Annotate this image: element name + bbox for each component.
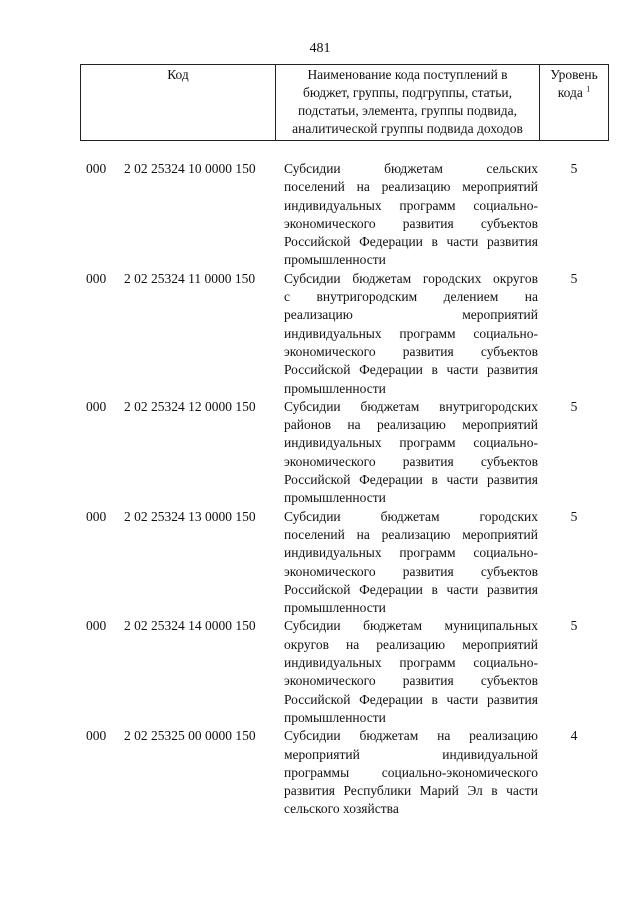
admin-code-cell: 000	[86, 270, 107, 286]
header-level-line: Уровень	[550, 67, 598, 82]
header-level-line	[543, 84, 605, 102]
revenue-name-cell	[278, 508, 538, 618]
table-row	[80, 508, 608, 618]
revenue-name-line: экономического развития субъектов	[284, 563, 538, 579]
revenue-code-cell: 2 02 25324 10 0000 150	[124, 161, 256, 176]
revenue-name-line: Российской Федерации в части развития	[284, 472, 538, 488]
level-cell: 5	[570, 398, 578, 414]
revenue-name-line: промышленности	[284, 600, 386, 616]
revenue-name-line: Субсидии бюджетам сельских	[284, 161, 538, 176]
level-cell: 5	[570, 508, 578, 524]
admin-code-cell: 000	[86, 618, 107, 634]
revenue-name-cell	[278, 398, 538, 508]
revenue-name-cell	[278, 270, 538, 398]
header-name-line: бюджет, группы, подгруппы, статьи,	[303, 85, 512, 100]
revenue-code-cell: 2 02 25324 11 0000 150	[124, 270, 256, 286]
revenue-name-line: Субсидии бюджетам муниципальных	[284, 618, 538, 634]
level-cell: 5	[570, 270, 578, 286]
revenue-name-cell	[278, 727, 538, 818]
page-number: 481	[309, 41, 331, 56]
revenue-name-line: промышленности	[284, 380, 386, 396]
revenue-name-line: округов на реализацию мероприятий	[284, 636, 538, 652]
revenue-name-line: индивидуальных программ социально-	[284, 545, 538, 561]
revenue-name-line: индивидуальных программ социально-	[284, 197, 538, 213]
revenue-name-line: Субсидии бюджетам на реализацию	[284, 728, 538, 744]
header-level	[540, 65, 609, 141]
revenue-name-line: промышленности	[284, 709, 386, 725]
revenue-name-line: экономического развития субъектов	[284, 215, 538, 231]
header-name	[276, 65, 540, 141]
level-cell: 5	[570, 161, 578, 176]
revenue-name-line: промышленности	[284, 252, 386, 268]
table-row	[80, 160, 608, 270]
table-row	[80, 617, 608, 727]
header-name-line: подстатьи, элемента, группы подвида,	[297, 103, 518, 118]
revenue-name-line: с внутригородским делением на	[284, 289, 538, 305]
revenue-name-cell	[278, 160, 538, 270]
revenue-name-line: программы социально-экономического	[284, 764, 538, 780]
table-row	[80, 727, 608, 818]
revenue-name-line: сельского хозяйства	[284, 801, 399, 817]
revenue-name-line: развития Республики Марий Эл в части	[284, 783, 538, 799]
revenue-name-line: мероприятий индивидуальной	[284, 746, 538, 762]
table-header	[80, 64, 609, 141]
revenue-name-line: индивидуальных программ социально-	[284, 655, 538, 671]
revenue-name-line: реализацию мероприятий	[284, 307, 538, 323]
footnote-mark: 1	[586, 84, 591, 94]
revenue-name-line: промышленности	[284, 490, 386, 506]
admin-code-cell: 000	[86, 728, 107, 744]
revenue-code-cell: 2 02 25324 14 0000 150	[124, 618, 256, 634]
table-row	[80, 270, 608, 398]
revenue-name-line: Российской Федерации в части развития	[284, 691, 538, 707]
header-name-line: аналитической группы подвида доходов	[292, 121, 523, 136]
revenue-name-line: Российской Федерации в части развития	[284, 362, 538, 378]
revenue-code-cell: 2 02 25325 00 0000 150	[124, 728, 256, 744]
level-cell: 5	[570, 618, 578, 634]
revenue-name-line: индивидуальных программ социально-	[284, 325, 538, 341]
revenue-name-line: экономического развития субъектов	[284, 673, 538, 689]
revenue-name-line: Субсидии бюджетам городских	[284, 508, 538, 524]
revenue-code-cell: 2 02 25324 13 0000 150	[124, 508, 256, 524]
header-code: Код	[81, 65, 276, 141]
table-row	[80, 398, 608, 508]
level-cell: 4	[570, 728, 578, 744]
admin-code-cell: 000	[86, 398, 107, 414]
header-name-line: Наименование кода поступлений в	[307, 67, 508, 82]
revenue-name-line: экономического развития субъектов	[284, 453, 538, 469]
revenue-name-line: индивидуальных программ социально-	[284, 435, 538, 451]
revenue-name-line: поселений на реализацию мероприятий	[284, 179, 538, 195]
header-level-word: кода	[557, 85, 583, 100]
revenue-name-line: Российской Федерации в части развития	[284, 234, 538, 250]
revenue-name-cell	[278, 617, 538, 727]
revenue-name-line: Российской Федерации в части развития	[284, 581, 538, 597]
revenue-name-line: поселений на реализацию мероприятий	[284, 526, 538, 542]
revenue-name-line: районов на реализацию мероприятий	[284, 417, 538, 433]
admin-code-cell: 000	[86, 161, 107, 176]
revenue-name-line: Субсидии бюджетам внутригородских	[284, 398, 538, 414]
admin-code-cell: 000	[86, 508, 107, 524]
table-body	[80, 160, 608, 819]
revenue-code-cell: 2 02 25324 12 0000 150	[124, 398, 256, 414]
revenue-name-line: Субсидии бюджетам городских округов	[284, 270, 538, 286]
revenue-name-line: экономического развития субъектов	[284, 343, 538, 359]
